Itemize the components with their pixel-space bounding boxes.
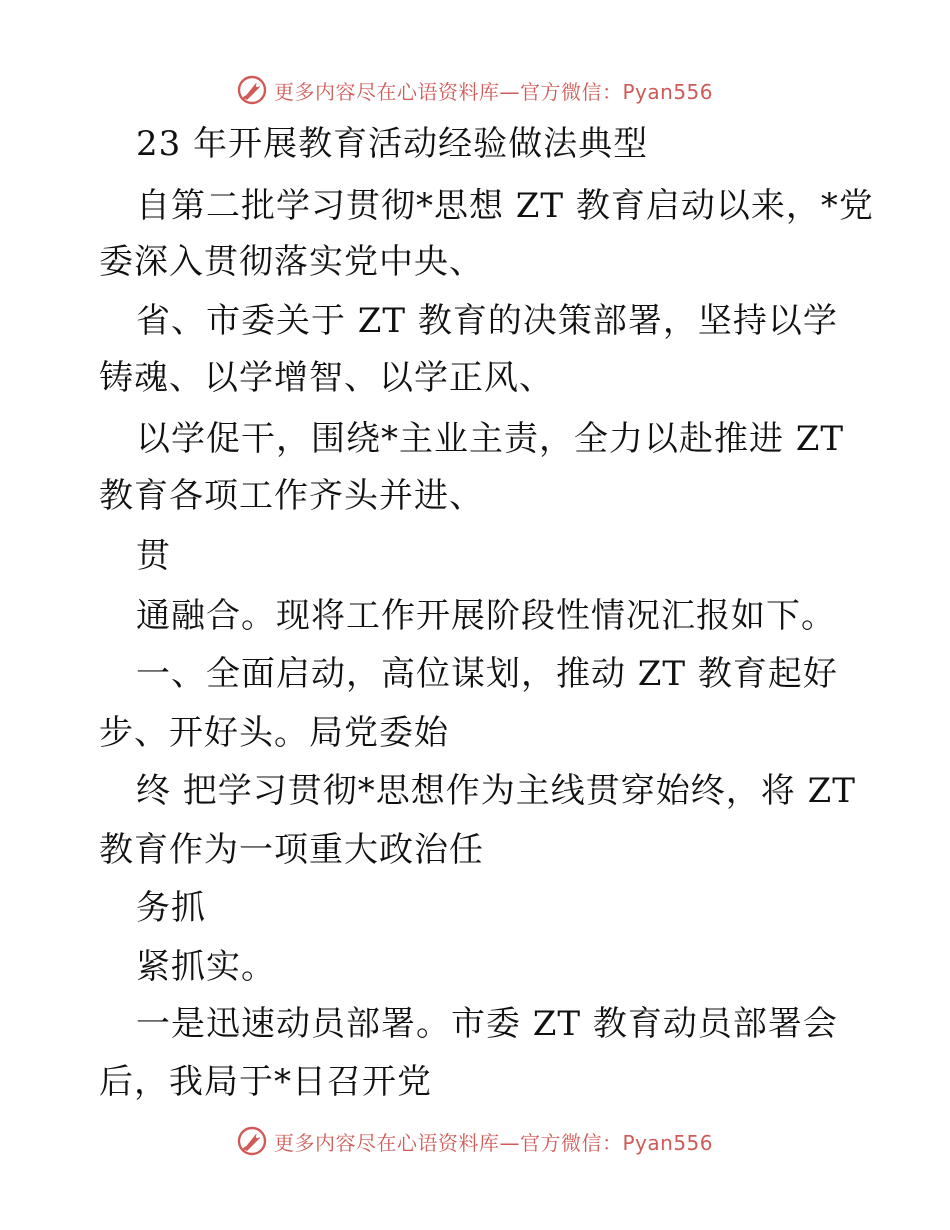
pen-nib-logo-icon — [236, 1125, 268, 1157]
paragraph-line: 贯 — [136, 536, 171, 576]
paragraph-line: 后，我局于*日召开党 — [99, 1062, 432, 1102]
paragraph-line: 省、市委关于 ZT 教育的决策部署，坚持以学 — [136, 301, 838, 341]
paragraph-line: 一是迅速动员部署。市委 ZT 教育动员部署会 — [136, 1004, 838, 1044]
paragraph-line: 以学促干，围绕*主业主责，全力以赴推进 ZT — [136, 419, 845, 459]
paragraph-line: 铸魂、以学增智、以学正风、 — [99, 358, 554, 398]
paragraph-line: 终 把学习贯彻*思想作为主线贯穿始终，将 ZT — [136, 771, 856, 811]
paragraph-line: 委深入贯彻落实党中央、 — [99, 242, 484, 282]
paragraph-line: 通融合。现将工作开展阶段性情况汇报如下。 — [136, 596, 836, 636]
watermark-footer — [236, 1124, 713, 1158]
paragraph-line: 步、开好头。局党委始 — [99, 713, 449, 753]
watermark-text: 更多内容尽在心语资料库—官方微信：Pyan556 — [274, 1130, 714, 1155]
watermark-text: 更多内容尽在心语资料库—官方微信：Pyan556 — [274, 79, 714, 104]
paragraph-line: 教育作为一项重大政治任 — [99, 830, 484, 870]
document-title: 23 年开展教育活动经验做法典型 — [136, 124, 649, 164]
paragraph-line: 自第二批学习贯彻*思想 ZT 教育启动以来，*党 — [136, 186, 874, 226]
paragraph-line: 紧抓实。 — [136, 947, 276, 987]
paragraph-line: 教育各项工作齐头并进、 — [99, 476, 484, 516]
paragraph-line: 务抓 — [136, 888, 206, 928]
section-heading-line: 一、全面启动，高位谋划，推动 ZT 教育起好 — [136, 654, 838, 694]
